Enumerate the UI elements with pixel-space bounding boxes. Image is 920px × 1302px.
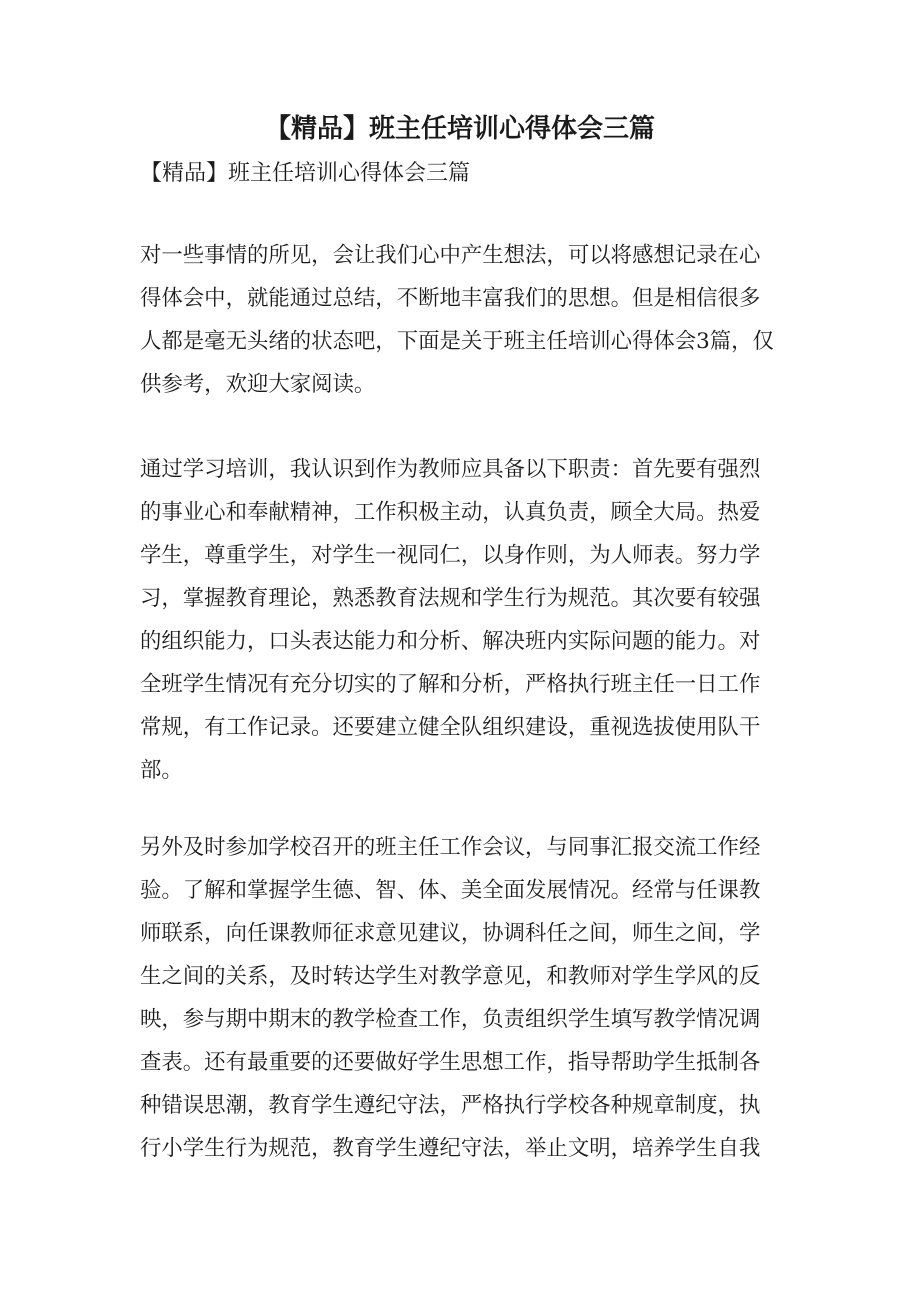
paragraph-line: 常规，有工作记录。还要建立健全队组织建设，重视选拔使用队干 — [140, 715, 761, 740]
intro-paragraph — [140, 234, 800, 406]
paragraph-line: 师联系，向任课教师征求意见建议，协调科任之间，师生之间，学 — [140, 921, 761, 946]
paragraph-line: 种错误思潮，教育学生遵纪守法，严格执行学校各种规章制度，执 — [140, 1093, 761, 1118]
paragraph-line: 另外及时参加学校召开的班主任工作会议，与同事汇报交流工作经 — [140, 835, 761, 860]
paragraph-line: 行小学生行为规范，教育学生遵纪守法，举止文明，培养学生自我 — [140, 1136, 761, 1161]
document-subtitle: 【精品】班主任培训心得体会三篇 — [140, 161, 471, 186]
paragraph-line: 生之间的关系，及时转达学生对教学意见，和教师对学生学风的反 — [140, 964, 761, 989]
paragraph-line: 的事业心和奉献精神，工作积极主动，认真负责，顾全大局。热爱 — [140, 500, 761, 525]
additional-duties-paragraph — [140, 826, 800, 1170]
paragraph-line: 查表。还有最重要的还要做好学生思想工作，指导帮助学生抵制各 — [140, 1050, 761, 1075]
paragraph-line: 部。 — [140, 758, 183, 783]
paragraph-line: 全班学生情况有充分切实的了解和分析，严格执行班主任一日工作 — [140, 672, 761, 697]
paragraph-line: 验。了解和掌握学生德、智、体、美全面发展情况。经常与任课教 — [140, 878, 761, 903]
paragraph-line: 映，参与期中期末的教学检查工作，负责组织学生填写教学情况调 — [140, 1007, 761, 1032]
paragraph-line: 习，掌握教育理论，熟悉教育法规和学生行为规范。其次要有较强 — [140, 586, 761, 611]
paragraph-line: 通过学习培训，我认识到作为教师应具备以下职责：首先要有强烈 — [140, 457, 761, 482]
paragraph-line: 人都是毫无头绪的状态吧，下面是关于班主任培训心得体会3篇，仅 — [140, 329, 774, 354]
paragraph-line: 供参考，欢迎大家阅读。 — [140, 372, 376, 397]
paragraph-line: 学生，尊重学生，对学生一视同仁，以身作则，为人师表。努力学 — [140, 543, 761, 568]
paragraph-line: 得体会中，就能通过总结，不断地丰富我们的思想。但是相信很多 — [140, 286, 761, 311]
duties-paragraph — [140, 448, 800, 792]
document-title: 【精品】班主任培训心得体会三篇 — [264, 114, 655, 144]
paragraph-line: 对一些事情的所见，会让我们心中产生想法，可以将感想记录在心 — [140, 243, 761, 268]
paragraph-line: 的组织能力，口头表达能力和分析、解决班内实际问题的能力。对 — [140, 629, 761, 654]
